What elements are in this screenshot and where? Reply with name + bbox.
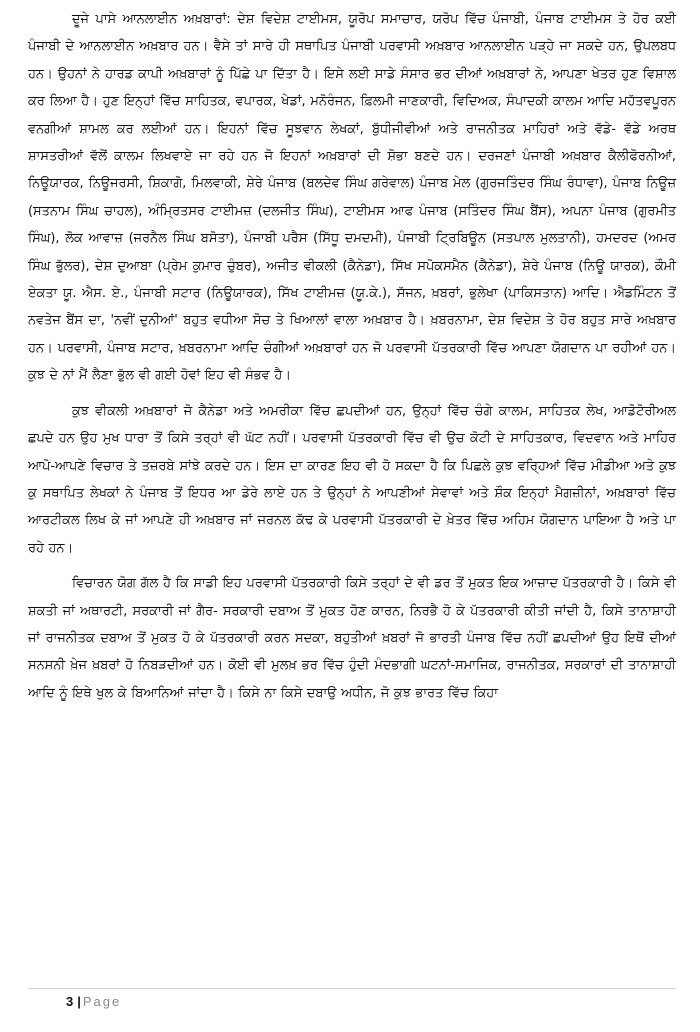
page-separator: | <box>77 994 81 1009</box>
paragraph-free-journalism: ਵਿਚਾਰਨ ਯੋਗ ਗੱਲ ਹੈ ਕਿ ਸਾਡੀ ਇਹ ਪਰਵਾਸੀ ਪੱਤਰਕਾਰੀ ਕਿਸੇ ਤਰ੍ਹਾਂ ਦੇ ਵੀ ਡਰ ਤੋਂ ਮੁਕਤ ਇਕ ਆਜ਼ਾਦ ਪੱਤਰਕਾਰੀ ਹੈ। ਕਿਸੇ ਵੀ ਸ਼ਕਤੀ ਜਾਂ ਅਥਾਰਟੀ, ਸਰਕਾਰੀ ਜਾਂ ਗੈਰ- ਸਰਕਾਰੀ ਦਬਾਅ ਤੋਂ ਮੁਕਤ ਹੋਣ ਕਾਰਨ, ਨਿਰਭੈ ਹੋ ਕੇ ਪੱਤਰਕਾਰੀ ਕੀਤੀ ਜਾਂਦੀ ਹੈ, ਕਿਸੇ ਤਾਨਾਸ਼ਾਹੀ ਜਾਂ ਰਾਜਨੀਤਕ ਦਬਾਅ ਤੋਂ ਮੁਕਤ ਹੋ ਕੇ ਪੱਤਰਕਾਰੀ ਕਰਨ ਸਦਕਾ, ਬਹੁਤੀਆਂ ਖ਼ਬਰਾਂ ਜੋ ਭਾਰਤੀ ਪੰਜਾਬ ਵਿੱਚ ਨਹੀਂ ਛਪਦੀਆਂ ਉਹ ਇਥੋਂ ਦੀਆਂ ਸਨਸਨੀ ਖ਼ੇਜ ਖ਼ਬਰਾਂ ਹੋ ਨਿਬੜਦੀਆਂ ਹਨ। ਕੋਈ ਵੀ ਮੁਲਖ਼ ਭਰ ਵਿੱਚ ਹੁੰਦੀ ਮੰਦਭਾਗੀ ਘਟਨਾਂ-ਸਮਾਜਿਕ, ਰਾਜਨੀਤਕ, ਸਰਕਾਰਾਂ ਦੀ ਤਾਨਾਸ਼ਾਹੀ ਆਦਿ ਨੂੰ ਇਥੇ ਖੁਲ ਕੇ ਬਿਆਨਿਆਂ ਜਾਂਦਾ ਹੈ। ਕਿਸੇ ਨਾ ਕਿਸੇ ਦਬਾਉ ਅਧੀਨ, ਜੋ ਕੁਝ ਭਾਰਤ ਵਿੱਚ ਕਿਹਾ <box>28 576 676 701</box>
paragraph-online-newspapers: ਦੂਜੇ ਪਾਸੇ ਆਨਲਾਈਨ ਅਖ਼ਬਾਰਾਂ: ਦੇਸ਼ ਵਿਦੇਸ਼ ਟਾਈਮਸ, ਯੂਰੋਪ ਸਮਾਚਾਰ, ਯਰੋਪ ਵਿੱਚ ਪੰਜਾਬੀ, ਪੰਜਾਬ ਟਾਈਮਸ ਤੇ ਹੋਰ ਕਈ ਪੰਜਾਬੀ ਦੇ ਆਨਲਾਈਨ ਅਖ਼ਬਾਰ ਹਨ। ਵੈਸੇ ਤਾਂ ਸਾਰੇ ਹੀ ਸਥਾਪਿਤ ਪੰਜਾਬੀ ਪਰਵਾਸੀ ਅਖ਼ਬਾਰ ਆਨਲਾਈਨ ਪੜ੍ਹੇ ਜਾ ਸਕਦੇ ਹਨ, ਉਪਲਬਧ ਹਨ। ਉਹਨਾਂ ਨੇ ਹਾਰਡ ਕਾਪੀ ਅਖ਼ਬਾਰਾਂ ਨੂੰ ਪਿੱਛੇ ਪਾ ਦਿੱਤਾ ਹੈ। ਇਸੇ ਲਈ ਸਾਡੇ ਸੰਸਾਰ ਭਰ ਦੀਆਂ ਅਖ਼ਬਾਰਾਂ ਨੇ, ਆਪਣਾ ਖੇਤਰ ਹੁਣ ਵਿਸ਼ਾਲ ਕਰ ਲਿਆ ਹੈ। ਹੁਣ ਇਨ੍ਹਾਂ ਵਿੱਚ ਸਾਹਿਤਕ, ਵਪਾਰਕ, ਖੇਡਾਂ, ਮਨੋਰੰਜਨ, ਫ਼ਿਲਮੀ ਜਾਣਕਾਰੀ, ਵਿਦਿਅਕ, ਸੰਪਾਦਕੀ ਕਾਲਮ ਆਦਿ ਮਹੱਤਵਪੂਰਨ ਵਨਗੀਆਂ ਸ਼ਾਮਲ ਕਰ ਲਈਆਂ ਹਨ। ਇਹਨਾਂ ਵਿੱਚ ਸੂਝਵਾਨ ਲੇਖਕਾਂ, ਬੁੱਧੀਜੀਵੀਆਂ ਅਤੇ ਰਾਜਨੀਤਕ ਮਾਹਿਰਾਂ ਅਤੇ ਵੱਡੇ- ਵੱਡੇ ਅਰਥ ਸ਼ਾਸਤਰੀਆਂ ਵੱਲੋਂ ਕਾਲਮ ਲਿਖਵਾਏ ਜਾ ਰਹੇ ਹਨ ਜੋ ਇਹਨਾਂ ਅਖ਼ਬਾਰਾਂ ਦੀ ਸ਼ੋਭਾ ਬਣਦੇ ਹਨ। ਦਰਜਣਾਂ ਪੰਜਾਬੀ ਅਖ਼ਬਾਰ ਕੈਲੀਫੋਰਨੀਆਂ, ਨਿਊਯਾਰਕ, ਨਿਊਜਰਸੀ, ਸ਼ਿਕਾਗੋ, ਮਿਲਵਾਕੀ, ਸ਼ੇਰੇ ਪੰਜਾਬ (ਬਲਦੇਵ ਸਿੰਘ ਗਰੇਵਾਲ) ਪੰਜਾਬ ਮੇਲ (ਗੁਰਜਤਿੰਦਰ ਸਿੰਘ ਰੰਧਾਵਾ), ਪੰਜਾਬ ਨਿਊਜ਼ (ਸਤਨਾਮ ਸਿੰਘ ਚਾਹਲ), ਅੰਮ੍ਰਿਤਸਰ ਟਾਈਮਜ਼ (ਦਲਜੀਤ ਸਿੰਘ), ਟਾਈਮਸ ਆਫ ਪੰਜਾਬ (ਸਤਿੰਦਰ ਸਿੰਘ ਬੈਂਸ), ਅਪਨਾ ਪੰਜਾਬ (ਗੁਰਮੀਤ ਸਿੰਘ), ਲੋਕ ਆਵਾਜ਼ (ਜਰਨੈਲ ਸਿੰਘ ਬਸੋਤਾ), ਪੰਜਾਬੀ ਪਰੈਸ (ਸਿੱਧੂ ਦਮਦਮੀ), ਪੰਜਾਬੀ ਟ੍ਰਿਬਿਊਨ (ਸਤਪਾਲ ਮੁਲਤਾਨੀ), ਹਮਦਰਦ (ਅਮਰ ਸਿੰਘ ਭੁੱਲਰ), ਦੇਸ਼ ਦੁਆਬਾ (ਪ੍ਰੇਮ ਕੁਮਾਰ ਚੁੰਬਰ), ਅਜੀਤ ਵੀਕਲੀ (ਕੈਨੇਡਾ), ਸਿੱਖ ਸਪੋਕਸਮੈਨ (ਕੈਨੇਡਾ), ਸ਼ੇਰੇ ਪੰਜਾਬ (ਨਿਊ ਯਾਰਕ), ਕੌਮੀ ਏਕਤਾ ਯੂ. ਐਸ. ਏ., ਪੰਜਾਬੀ ਸਟਾਰ (ਨਿਊਯਾਰਕ), ਸਿੱਖ ਟਾਈਮਜ਼ (ਯੂ.ਕੇ.), ਸੱਜਨ, ਖ਼ਬਰਾਂ, ਭੁਲੇਖਾ (ਪਾਕਿਸਤਾਨ) ਆਦਿ। ਐਡਮਿੰਟਨ ਤੋਂ ਨਵਤੇਜ ਬੈਂਸ ਦਾ, 'ਨਵੀਂ ਦੁਨੀਆਂ' ਬਹੁਤ ਵਧੀਆ ਸੋਚ ਤੇ ਖਿਆਲਾਂ ਵਾਲਾ ਅਖ਼ਬਾਰ ਹੈ। ਖ਼ਬਰਨਾਮਾ, ਦੇਸ਼ ਵਿਦੇਸ਼ ਤੇ ਹੋਰ ਬਹੁਤ ਸਾਰੇ ਅਖ਼ਬਾਰ ਹਨ। ਪਰਵਾਸੀ, ਪੰਜਾਬ ਸਟਾਰ, ਖ਼ਬਰਨਾਮਾ ਆਦਿ ਚੰਗੀਆਂ ਅਖ਼ਬਾਰਾਂ ਹਨ ਜੋ ਪਰਵਾਸੀ ਪੱਤਰਕਾਰੀ ਵਿੱਚ ਆਪਣਾ ਯੋਗਦਾਨ ਪਾ ਰਹੀਆਂ ਹਨ। ਕੁਝ ਦੇ ਨਾਂ ਮੈਂ ਲੈਣਾ ਭੁੱਲ ਵੀ ਗਈ ਹੋਵਾਂ ਇਹ ਵੀ ਸੰਭਵ ਹੈ। <box>28 12 676 384</box>
footer-divider <box>28 988 676 989</box>
page-footer <box>66 993 121 1011</box>
page-number: 3 <box>66 994 74 1009</box>
page-label: Page <box>82 994 122 1009</box>
body-text <box>28 6 676 715</box>
paragraph-weekly-newspapers: ਕੁਝ ਵੀਕਲੀ ਅਖ਼ਬਾਰਾਂ ਜੋ ਕੈਨੇਡਾ ਅਤੇ ਅਮਰੀਕਾ ਵਿੱਚ ਛਪਦੀਆਂ ਹਨ, ਉਨ੍ਹਾਂ ਵਿੱਚ ਚੰਗੇ ਕਾਲਮ, ਸਾਹਿਤਕ ਲੇਖ, ਆਡੋਟੋਰੀਅਲ ਛਪਦੇ ਹਨ ਉਹ ਮੁਖ ਧਾਰਾ ਤੋਂ ਕਿਸੇ ਤਰ੍ਹਾਂ ਵੀ ਘੱਟ ਨਹੀਂ। ਪਰਵਾਸੀ ਪੱਤਰਕਾਰੀ ਵਿੱਚ ਵੀ ਉਚ ਕੋਟੀ ਦੇ ਸਾਹਿਤਕਾਰ, ਵਿਦਵਾਨ ਅਤੇ ਮਾਹਿਰ ਆਪੋ-ਆਪਣੇ ਵਿਚਾਰ ਤੇ ਤਜ਼ਰਬੇ ਸਾਂਝੇ ਕਰਦੇ ਹਨ। ਇਸ ਦਾ ਕਾਰਣ ਇਹ ਵੀ ਹੋ ਸਕਦਾ ਹੈ ਕਿ ਪਿਛਲੇ ਕੁਝ ਵਰ੍ਹਿਆਂ ਵਿੱਚ ਮੀਡੀਆ ਅਤੇ ਕੁਝ ਕੁ ਸਥਾਪਿਤ ਲੇਖਕਾਂ ਨੇ ਪੰਜਾਬ ਤੋਂ ਇਧਰ ਆ ਡੇਰੇ ਲਾਏ ਹਨ ਤੇ ਉਨ੍ਹਾਂ ਨੇ ਆਪਣੀਆਂ ਸੇਵਾਵਾਂ ਅਤੇ ਸ਼ੌਕ ਇਨ੍ਹਾਂ ਮੈਗਜ਼ੀਨਾਂ, ਅਖ਼ਬਾਰਾਂ ਵਿੱਚ ਆਰਟੀਕਲ ਲਿਖ ਕੇ ਜਾਂ ਆਪਣੇ ਹੀ ਅਖ਼ਬਾਰ ਜਾਂ ਜਰਨਲ ਕੱਢ ਕੇ ਪਰਵਾਸੀ ਪੱਤਰਕਾਰੀ ਦੇ ਖ਼ੇਤਰ ਵਿੱਚ ਅਹਿਮ ਯੋਗਦਾਨ ਪਾਇਆ ਹੈ ਅਤੇ ਪਾ ਰਹੇ ਹਨ। <box>28 403 676 556</box>
